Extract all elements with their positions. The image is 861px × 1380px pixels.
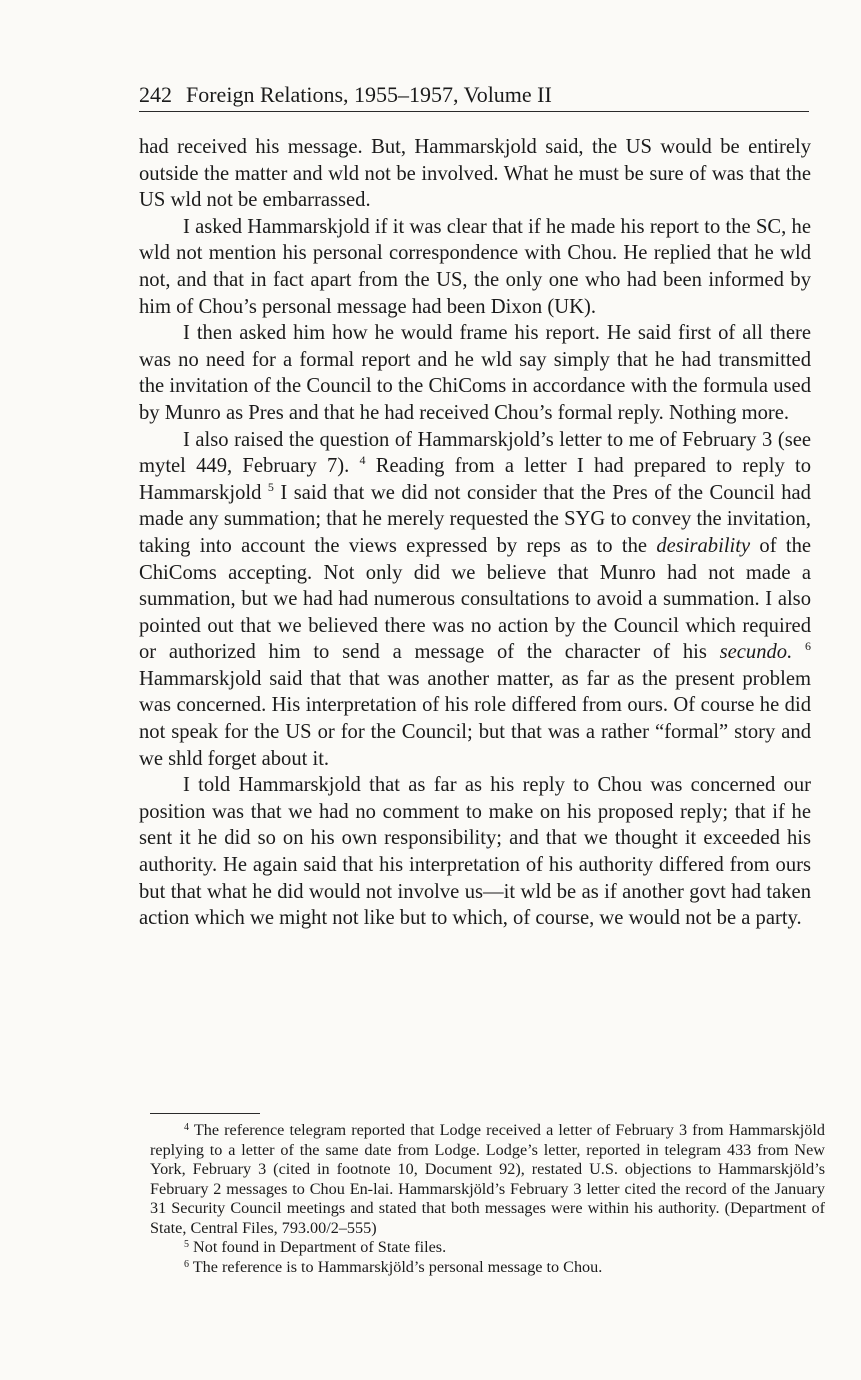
paragraph-3: I then asked him how he would frame his report. He said first of all there was no need for a formal report and he wld say simply that he had transmitted the invitation of the Council to the ChiComs in accordance with the formula used by Munro as Pres and that he had received Chou’s formal reply. Nothing more. [139, 322, 811, 424]
footnote-text: The reference is to Hammarskjöld’s personal message to Chou. [192, 1257, 603, 1276]
body-text [139, 134, 811, 932]
paragraph-4-part-c: I said that we did not consider that the Pres of the Council had made any summation; that he merely requested the SYG to convey the invitation, taking into account the views expressed by reps as to the [139, 481, 811, 557]
footnote-4 [150, 1121, 825, 1238]
footnote-5 [150, 1238, 825, 1258]
emphasis-secundo: secundo. [719, 641, 793, 664]
paragraph-4-part-a: I also raised the question of Hammarskjold’s letter to me of February 3 (see mytel 449, February 7). [139, 428, 811, 478]
paragraph-5: I told Hammarskjold that as far as his reply to Chou was concerned our position was that we had no comment to make on his proposed reply; that if he sent it he did so on his own responsibility; and that we thought it exceeded his authority. He again said that his interpretation of his authority differed from ours but that what he did would not involve us—it wld be as if another govt had taken action which we might not like but to which, of course, we would not be a party. [139, 774, 811, 930]
footnote-number: 5 [184, 1239, 189, 1250]
page-number: 242 [139, 82, 172, 107]
footnote-ref-4[interactable]: 4 [359, 453, 366, 468]
paragraph-4-part-b: Reading from a letter I had prepared to reply to Hammarskjold [139, 455, 812, 504]
footnotes [150, 1121, 825, 1277]
footnote-ref-5[interactable]: 5 [267, 479, 274, 494]
running-head [139, 80, 809, 112]
footnote-number: 6 [184, 1258, 189, 1270]
footnote-divider [150, 1113, 260, 1114]
footnote-number: 4 [184, 1122, 189, 1133]
footnote-ref-6[interactable]: 6 [805, 639, 811, 654]
paragraph-2: I asked Hammarskjold if it was clear that if he made his report to the SC, he wld not mention his personal correspondence with Chou. He replied that he wld not, and that in fact apart from the US, the only one who had been informed by him of Chou’s personal message had been Dixon (UK). [139, 215, 811, 318]
emphasis-desirability: desirability [656, 534, 751, 557]
footnote-text: The reference telegram reported that Lodge received a letter of February 3 from Hammarskjöld replying to a letter of the same date from Lodge. Lodge’s letter, reported in telegram 433 from New York, February 3 (cited in footnote 10, Document 92), restated U.S. objections to Hammarskjöld’s February 2 messages to Chou En-lai. Hammarskjöld’s February 3 letter cited the record of the January 31 Security Council meetings and stated that both messages were within his authority. (Department of State, Central Files, 793.00/2–555) [150, 1121, 825, 1237]
volume-title: Foreign Relations, 1955–1957, Volume II [186, 82, 552, 107]
footnote-6 [150, 1258, 825, 1278]
paragraph-1: had received his message. But, Hammarskjold said, the US would be entirely outside the matter and wld not be involved. What he must be sure of was that the US wld not be embarrassed. [139, 136, 811, 212]
footnote-text: Not found in Department of State files. [193, 1238, 447, 1256]
paragraph-4-part-e: Hammarskjold said that that was another matter, as far as the present problem was concerned. His interpretation of his role differed from ours. Of course he did not speak for the US or for the Council; but that was a rather “formal” story and we shld forget about it. [139, 667, 811, 770]
paragraph-4 [139, 427, 811, 773]
paragraph-4-part-d: of the ChiComs accepting. Not only did we believe that Munro had not made a summation, but we had had numerous consultations to avoid a summation. I also pointed out that we believed there was no action by the Council which required or authorized him to send a message of the character of his [139, 534, 812, 664]
